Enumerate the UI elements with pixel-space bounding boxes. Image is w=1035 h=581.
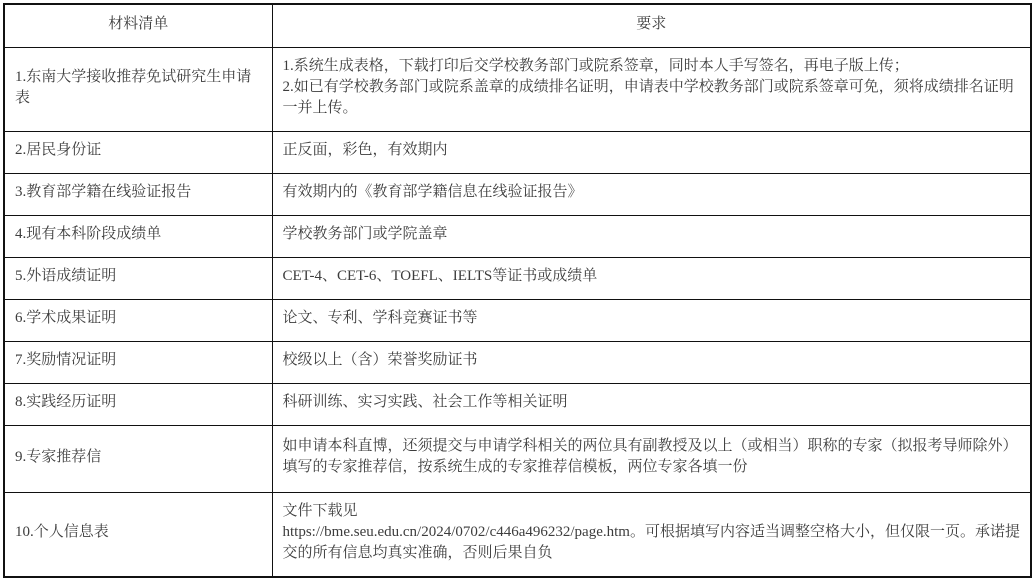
requirement-line: 2.如已有学校教务部门或院系盖章的成绩排名证明，申请表中学校教务部门或院系签章可免，须将成绩排名证明一并上传。 <box>282 79 1014 116</box>
material-item-cell: 9.专家推荐信 <box>4 426 272 493</box>
material-item-cell: 1.东南大学接收推荐免试研究生申请表 <box>4 48 272 132</box>
requirement-line: 有效期内的《教育部学籍信息在线验证报告》 <box>282 184 583 200</box>
requirement-cell <box>272 300 1031 342</box>
requirement-cell <box>272 216 1031 258</box>
requirement-line: 如申请本科直博，还须提交与申请学科相关的两位具有副教授及以上（或相当）职称的专家（拟报考导师除外）填写的专家推荐信，按系统生成的专家推荐信模板，两位专家各填一份 <box>282 438 1018 475</box>
requirement-line: 1.系统生成表格，下载打印后交学校教务部门或院系签章，同时本人手写签名，再电子版上传； <box>282 58 909 74</box>
table-row <box>4 426 1031 493</box>
table-row <box>4 300 1031 342</box>
material-item-cell: 6.学术成果证明 <box>4 300 272 342</box>
material-item-cell: 3.教育部学籍在线验证报告 <box>4 174 272 216</box>
table-row <box>4 384 1031 426</box>
table-row <box>4 258 1031 300</box>
material-item-cell: 4.现有本科阶段成绩单 <box>4 216 272 258</box>
requirement-cell <box>272 493 1031 578</box>
table-row <box>4 132 1031 174</box>
table-row <box>4 342 1031 384</box>
material-item-cell: 8.实践经历证明 <box>4 384 272 426</box>
material-item-cell: 5.外语成绩证明 <box>4 258 272 300</box>
table-body <box>4 48 1031 578</box>
requirement-cell <box>272 258 1031 300</box>
table-header-row <box>4 4 1031 48</box>
requirement-line: 论文、专利、学科竞赛证书等 <box>282 310 478 326</box>
table-row <box>4 216 1031 258</box>
requirement-cell <box>272 384 1031 426</box>
material-item-cell: 2.居民身份证 <box>4 132 272 174</box>
requirement-cell <box>272 426 1031 493</box>
requirement-line: 校级以上（含）荣誉奖励证书 <box>282 352 478 368</box>
table-row <box>4 493 1031 578</box>
materials-requirements-table <box>3 3 1032 578</box>
header-requirements: 要求 <box>272 4 1031 48</box>
requirement-cell <box>272 132 1031 174</box>
material-item-cell: 10.个人信息表 <box>4 493 272 578</box>
material-item-cell: 7.奖励情况证明 <box>4 342 272 384</box>
requirement-cell <box>272 48 1031 132</box>
requirement-line: 科研训练、实习实践、社会工作等相关证明 <box>282 394 568 410</box>
requirement-line: 学校教务部门或学院盖章 <box>282 226 448 242</box>
header-materials-list: 材料清单 <box>4 4 272 48</box>
requirement-line: 文件下载见 <box>282 503 358 519</box>
requirement-line-download-url: https://bme.seu.edu.cn/2024/0702/c446a496232/page.htm。可根据填写内容适当调整空格大小，但仅限一页。承诺提交的所有信息均真实准确，否则后果自负 <box>282 524 1020 561</box>
requirement-cell <box>272 342 1031 384</box>
requirement-line: 正反面，彩色，有效期内 <box>282 142 448 158</box>
table-row <box>4 174 1031 216</box>
requirement-cell <box>272 174 1031 216</box>
requirement-line: CET-4、CET-6、TOEFL、IELTS等证书或成绩单 <box>282 268 598 284</box>
table-row <box>4 48 1031 132</box>
